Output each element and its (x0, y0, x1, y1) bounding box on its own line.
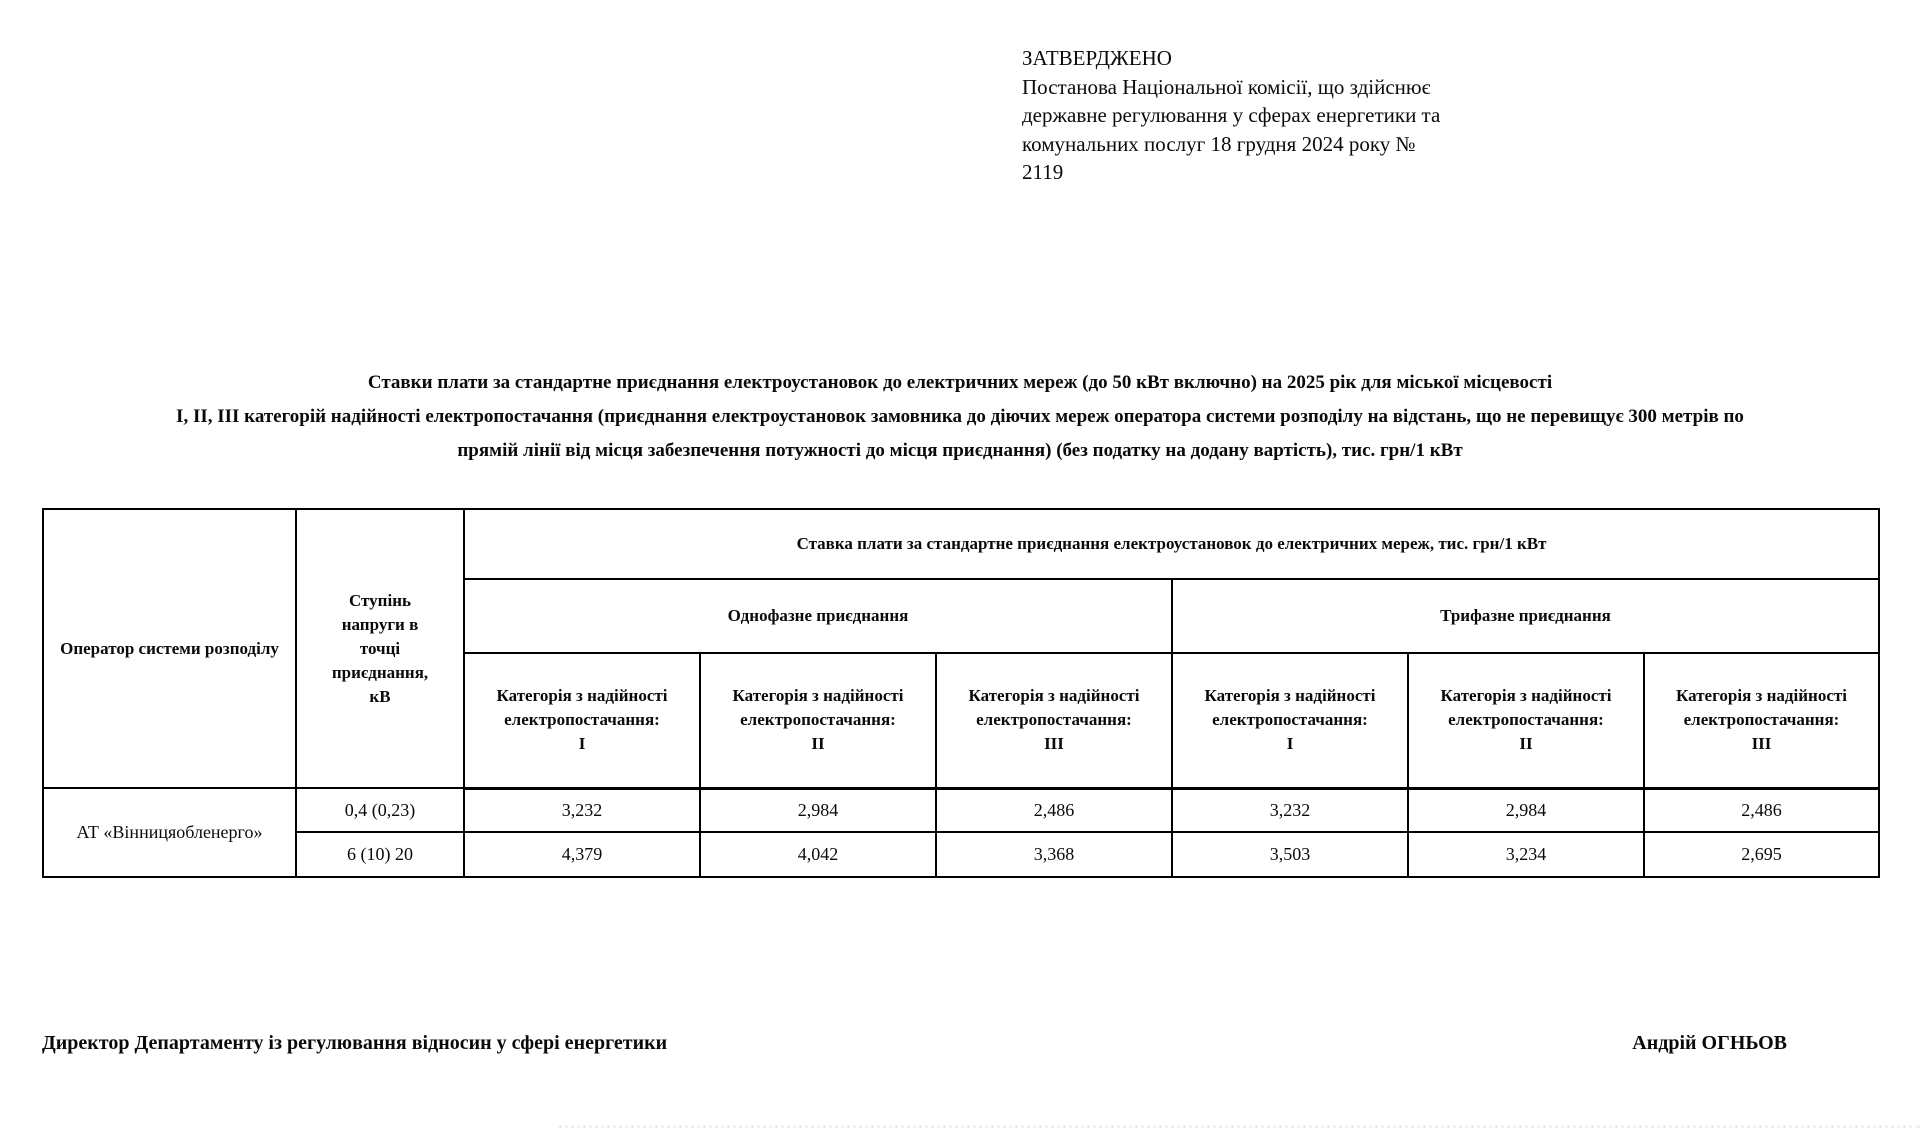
col-header-single-phase: Однофазне приєднання (464, 579, 1172, 653)
voltage-cell: 0,4 (0,23) (296, 788, 464, 832)
rate-cell: 2,695 (1644, 832, 1879, 877)
signer-position: Директор Департаменту із регулювання відносин у сфері енергетики (42, 1032, 668, 1054)
col-header-category-single-1 (464, 653, 700, 788)
col-header-three-phase: Трифазне приєднання (1172, 579, 1879, 653)
col-header-rate-group: Ставка плати за стандартне приєднання електроустановок до електричних мереж, тис. грн/1 кВт (464, 509, 1879, 579)
rate-cell: 3,232 (464, 788, 700, 832)
scan-artifact-line (558, 1125, 1920, 1128)
rate-cell: 2,984 (700, 788, 936, 832)
category-label: Категорія з надійності електропостачання: (732, 686, 904, 730)
col-header-category-single-3 (936, 653, 1172, 788)
approval-body-line: комунальних послуг 18 грудня 2024 року № (1022, 131, 1416, 156)
category-label: Категорія з надійності електропостачання: (1440, 686, 1612, 730)
col-header-voltage (296, 509, 464, 788)
col-header-operator: Оператор системи розподілу (43, 509, 296, 788)
operator-cell: АТ «Вінницяобленерго» (43, 788, 296, 877)
rates-table (42, 508, 1880, 878)
rate-cell: 4,379 (464, 832, 700, 877)
title-line: прямій лінії від місця забезпечення потужності до місця приєднання) (без податку на додану вартість), тис. грн/1 кВт (457, 440, 1463, 461)
voltage-header-label: Ступінь напруги в точці приєднання, кВ (331, 590, 429, 706)
col-header-category-three-2 (1408, 653, 1644, 788)
rate-cell: 2,486 (936, 788, 1172, 832)
category-numeral: III (1044, 734, 1064, 754)
title-line: Ставки плати за стандартне приєднання електроустановок до електричних мереж (до 50 кВт включно) на 2025 рік для міської місцевості (367, 372, 1553, 393)
category-label: Категорія з надійності електропостачання: (1676, 686, 1847, 730)
voltage-cell: 6 (10) 20 (296, 832, 464, 877)
approval-body-line: державне регулювання у сферах енергетики та (1022, 103, 1441, 127)
rate-cell: 2,984 (1408, 788, 1644, 832)
title-line: І, ІІ, ІІІ категорій надійності електропостачання (приєднання електроустановок замовника до діючих мереж оператора системи розподілу на відстань, що не перевищує 300 метрів по (176, 406, 1744, 427)
approval-block (1022, 44, 1522, 187)
document-title (40, 366, 1880, 468)
category-numeral: II (1519, 734, 1533, 754)
category-numeral: II (811, 734, 825, 754)
category-label: Категорія з надійності електропостачання: (968, 686, 1140, 730)
rate-cell: 4,042 (700, 832, 936, 877)
rate-cell: 3,503 (1172, 832, 1408, 877)
approval-body-line: 2119 (1022, 160, 1064, 184)
col-header-category-three-1 (1172, 653, 1408, 788)
category-numeral: III (1751, 734, 1772, 754)
signer-name: Андрій ОГНЬОВ (1632, 1032, 1787, 1054)
category-numeral: I (1286, 734, 1294, 754)
col-header-category-single-2 (700, 653, 936, 788)
rate-cell: 3,234 (1408, 832, 1644, 877)
approval-heading: ЗАТВЕРДЖЕНО (1022, 46, 1172, 70)
rate-cell: 3,368 (936, 832, 1172, 877)
category-label: Категорія з надійності електропостачання: (496, 686, 668, 730)
rate-cell: 2,486 (1644, 788, 1879, 832)
rate-cell: 3,232 (1172, 788, 1408, 832)
category-label: Категорія з надійності електропостачання: (1204, 686, 1376, 730)
category-numeral: I (578, 734, 586, 754)
col-header-category-three-3 (1644, 653, 1879, 788)
approval-body-line: Постанова Національної комісії, що здійснює (1022, 74, 1431, 99)
